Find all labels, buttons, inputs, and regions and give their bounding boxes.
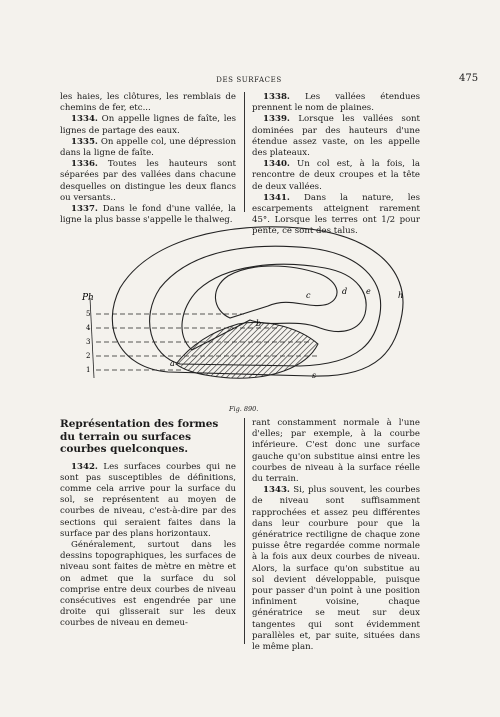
paragraph-generalement: Généralement, surtout dans les dessins topographiques, les surfaces de niveau sont faites de mètre en mètre et on admet que la surface du sol comprise entre deux courbes de niveau consécutives est engendrée par une droite qui glisserait sur les deux courbes de niveau en demeu-: [60, 539, 236, 629]
paragraph: les haies, les clôtures, les remblais de chemins de fer, etc...: [60, 92, 236, 114]
label-h: h: [398, 291, 404, 300]
section-hatch: [176, 322, 318, 378]
ground-line: [90, 298, 94, 378]
top-right-column: [252, 92, 420, 238]
label-3: 3: [86, 338, 91, 346]
contour-4: [215, 266, 337, 318]
bottom-left-column: [60, 418, 236, 630]
paragraph-1341: 1341. Dans la nature, les escarpements atteignent rarement 45°. Lorsque les terres ont 1/2 pour pente, ce sont des talus.: [252, 192, 420, 237]
label-b: b: [256, 319, 262, 328]
label-1: 1: [86, 366, 91, 374]
label-5: 5: [86, 310, 91, 318]
label-s: s: [312, 371, 317, 380]
contour-figure: [80, 218, 420, 388]
paragraph-1336: 1336. Toutes les hauteurs sont séparées par des vallées dans chacune desquelles on distingue les deux flancs ou versants..: [60, 159, 236, 203]
column-divider: [244, 92, 245, 212]
paragraph-1334: 1334. On appelle lignes de faîte, les lignes de partage des eaux.: [60, 114, 236, 136]
page-number: 475: [459, 73, 479, 84]
label-2: 2: [86, 352, 91, 360]
label-4: 4: [86, 324, 91, 332]
column-divider: [244, 418, 245, 644]
paragraph-1335: 1335. On appelle col, une dépression dans la ligne de faîte.: [60, 136, 236, 159]
label-d: d: [342, 287, 348, 296]
paragraph-1343: 1343. Si, plus souvent, les courbes de niveau sont suffisamment rapprochées et assez peu différentes dans leur courbure pour que la génératrice rectiligne de chaque zone puisse être regardée comme normale à la fois aux deux courbes de niveau. Alors, la surface qu'on substitue au sol devient développable, puisque pour passer d'un point à une position infiniment voisine, chaque génératrice se meut sur deux tangentes qui sont évidemment parallèles et, par suite, situées dans le même plan.: [252, 485, 420, 653]
top-left-column: [60, 92, 236, 226]
paragraph-1339: 1339. Lorsque les vallées sont dominées par des hauteurs d'une étendue assez vaste, on les appelle des plateaux.: [252, 114, 420, 159]
section-heading: Représentation des formes du terrain ou surfaces courbes quelconques.: [60, 418, 219, 455]
running-header: DES SURFACES: [216, 76, 282, 84]
label-ph: Ph: [82, 293, 94, 303]
paragraph-1340: 1340. Un col est, à la fois, la rencontre de deux croupes et la tête de deux vallées.: [252, 159, 420, 192]
label-a: a: [170, 359, 175, 368]
paragraph-1337: 1337. Dans le fond d'une vallée, la ligne la plus basse s'appelle le thalweg.: [60, 204, 236, 226]
paragraph-1338: 1338. Les vallées étendues prennent le nom de plaines.: [252, 92, 420, 114]
figure-caption: Fig. 890.: [229, 405, 259, 413]
paragraph-continued: rant constamment normale à l'une d'elles; par exemple, à la courbe inférieure. C'est donc une surface gauche qu'on substitue ainsi entre les courbes de niveau à la surface réelle du terrain.: [252, 418, 420, 485]
bottom-right-column: [252, 418, 420, 653]
paragraph-1342: 1342. Les surfaces courbes qui ne sont pas susceptibles de définitions, comme cela arrive pour la surface du sol, se représentent au moyen de courbes de niveau, c'est-à-dire par des sections qui seraient faites dans la surface par des plans horizontaux.: [60, 461, 236, 539]
label-c: c: [306, 291, 311, 300]
label-e: e: [366, 287, 371, 296]
